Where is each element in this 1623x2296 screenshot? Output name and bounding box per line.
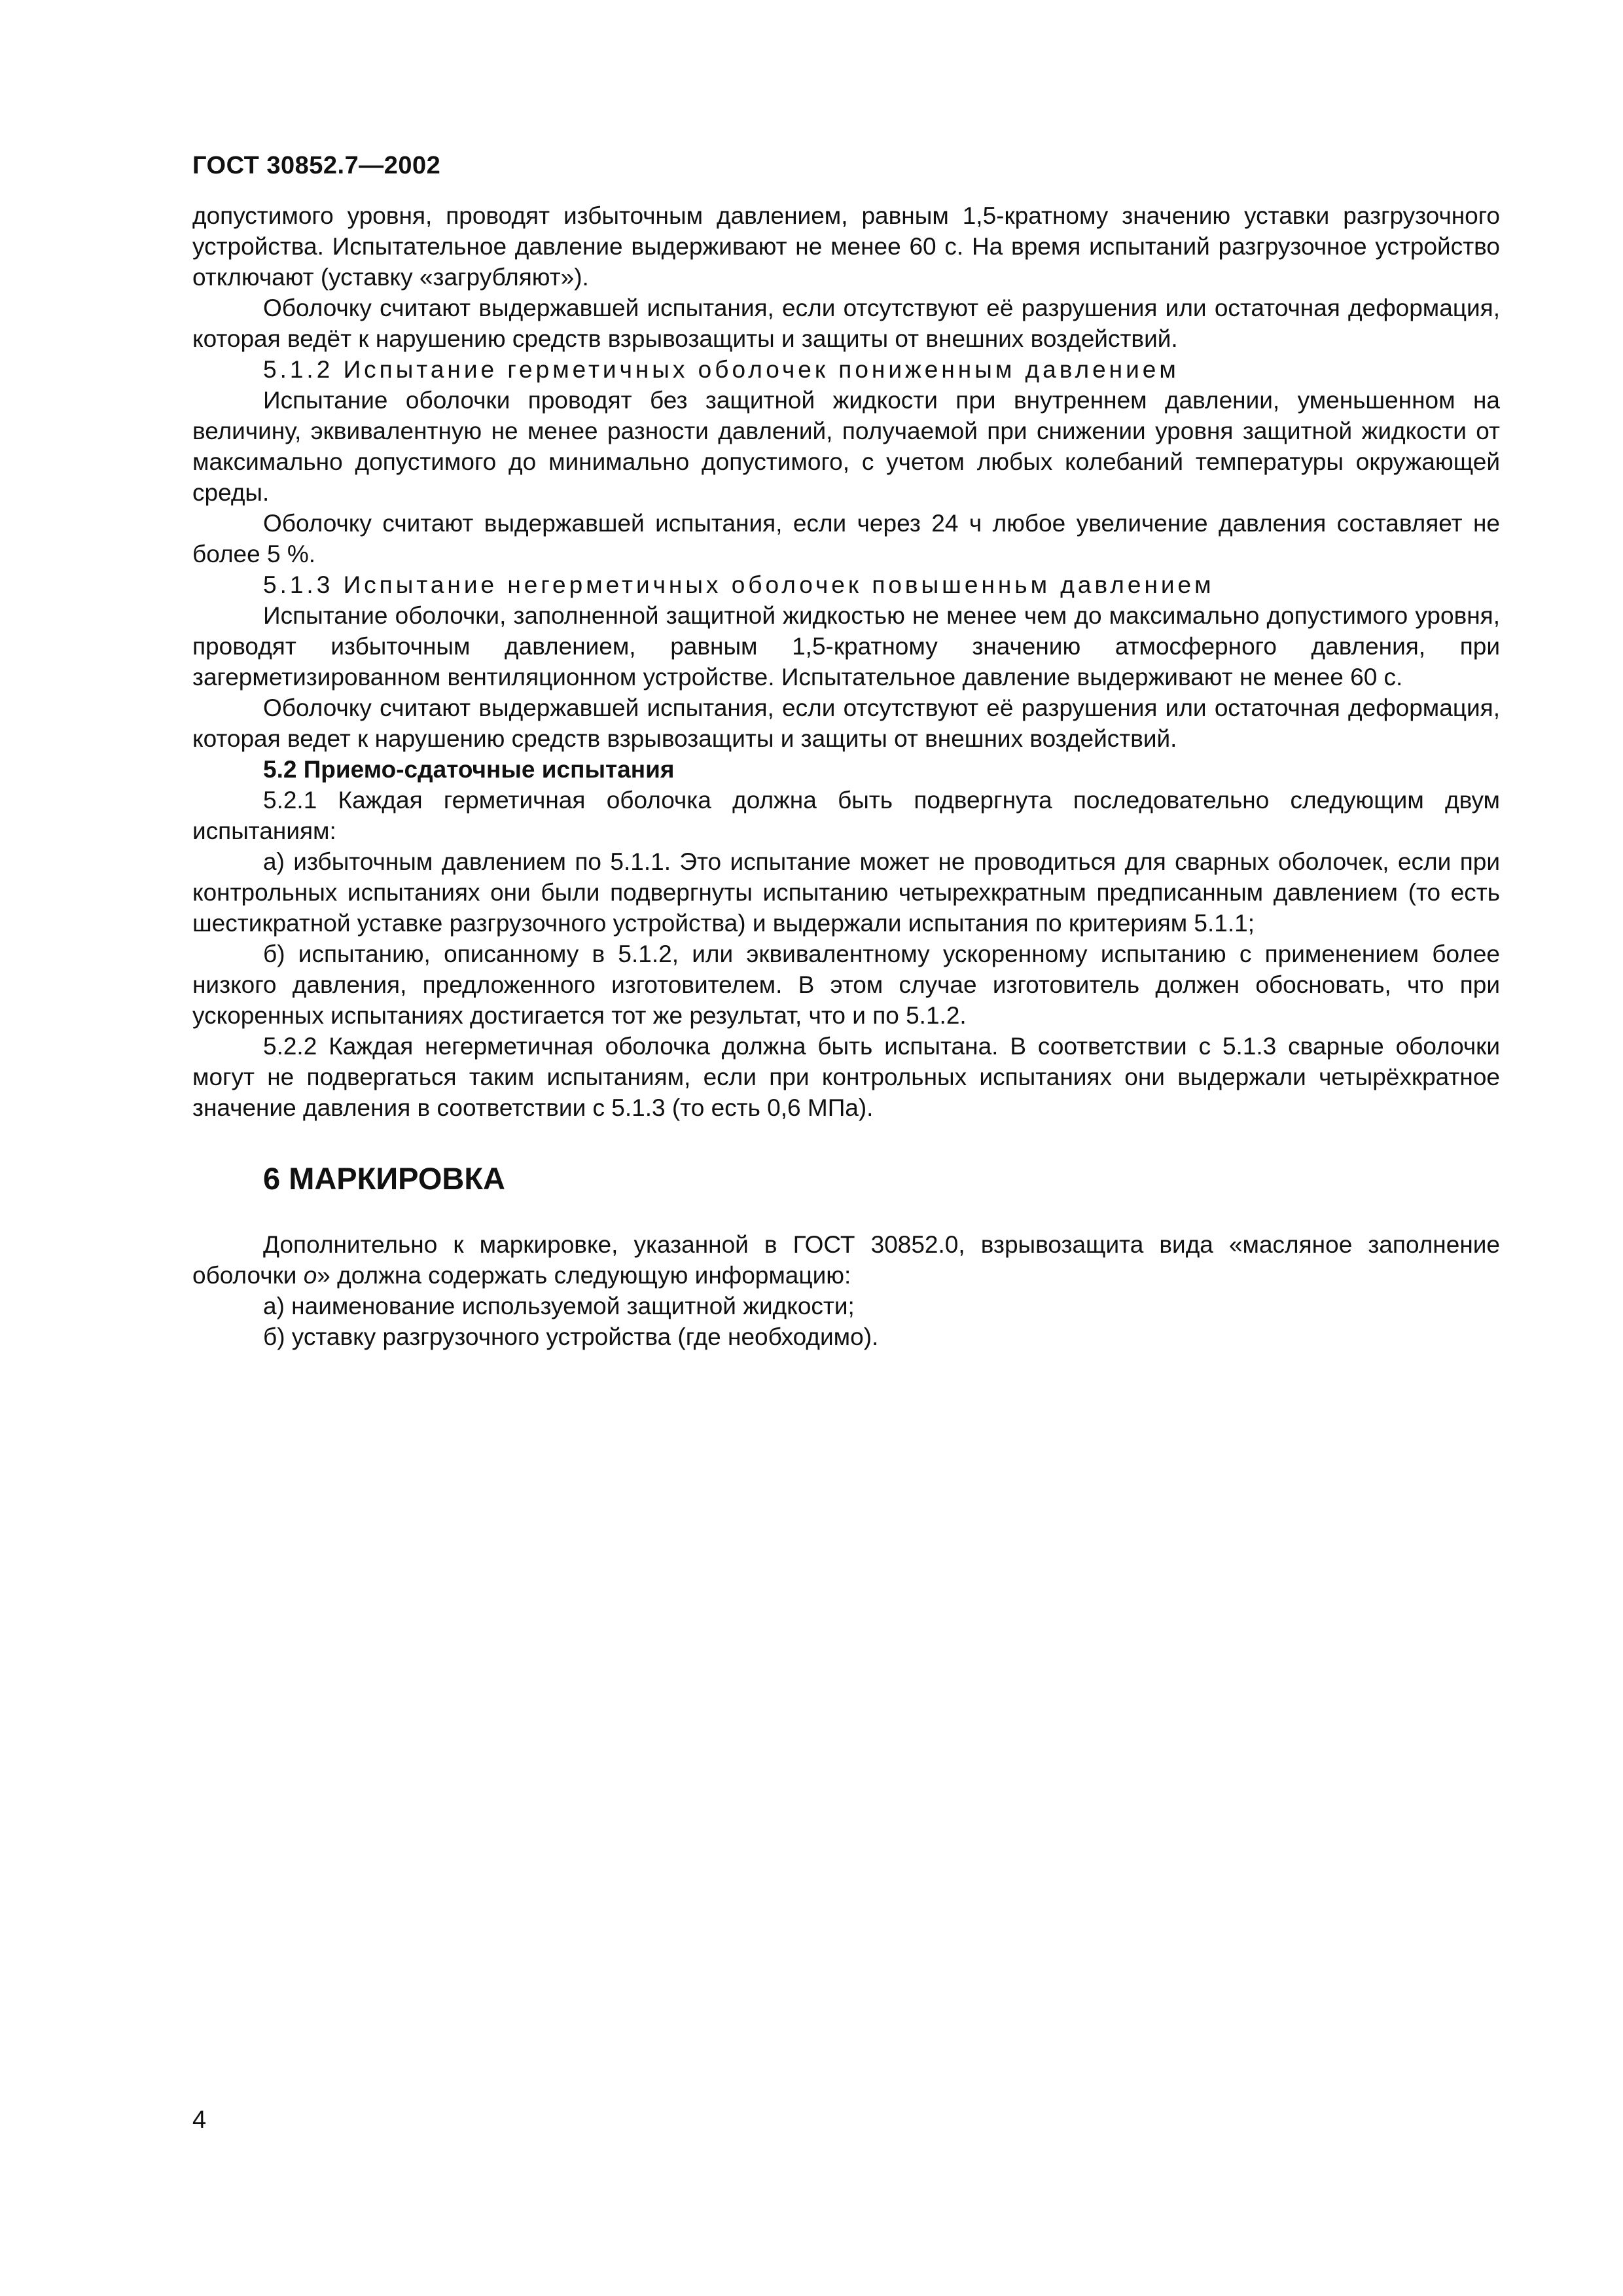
italic-letter: о	[303, 1262, 317, 1289]
paragraph-text: Дополнительно к маркировке, указанной в ГОСТ 30852.0, взрывозащита вида «масляное заполнение оболочки	[192, 1231, 1500, 1289]
document-code-header: ГОСТ 30852.7—2002	[192, 152, 441, 179]
paragraph	[192, 1229, 1500, 1291]
paragraph: Оболочку считают выдержавшей испытания, если отсутствуют её разрушения или остаточная деформация, которая ведет к нарушению средств взрывозащиты и защиты от внешних воздействий.	[192, 694, 1500, 752]
section-title-6: 6 МАРКИРОВКА	[263, 1161, 505, 1196]
paragraph: Испытание оболочки, заполненной защитной жидкостью не менее чем до максимально допустимого уровня, проводят избыточным давлением, равным 1,5-кратному значению атмосферного давления, при загерметизированном вентиляционном устройстве. Испытательное давление выдерживают не менее 60 с.	[192, 602, 1500, 691]
document-body	[192, 200, 1500, 1352]
paragraph: Оболочку считают выдержавшей испытания, если отсутствуют её разрушения или остаточная деформация, которая ведёт к нарушению средств взрывозащиты и защиты от внешних воздействий.	[192, 295, 1500, 352]
page-number: 4	[192, 2106, 207, 2134]
list-item: б) уставку разгрузочного устройства (где необходимо).	[263, 1323, 879, 1350]
subsection-heading-5-1-2: 5.1.2 Испытание герметичных оболочек пониженным давлением	[263, 356, 1179, 383]
paragraph: Оболочку считают выдержавшей испытания, если через 24 ч любое увеличение давления составляет не более 5 %.	[192, 510, 1500, 567]
paragraph-text: » должна содержать следующую информацию:	[317, 1262, 851, 1289]
list-item: б) испытанию, описанному в 5.1.2, или эквивалентному ускоренному испытанию с применением более низкого давления, предложенного изготовителем. В этом случае изготовитель должен обосновать, что при ускоренных испытаниях достигается тот же результат, что и по 5.1.2.	[192, 941, 1500, 1029]
paragraph: Испытание оболочки проводят без защитной жидкости при внутреннем давлении, уменьшенном на величину, эквивалентную не менее разности давлений, получаемой при снижении уровня защитной жидкости от максимально допустимого до минимально допустимого, с учетом любых колебаний температуры окружающей среды.	[192, 387, 1500, 506]
paragraph: 5.2.1 Каждая герметичная оболочка должна быть подвергнута последовательно следующим двум испытаниям:	[192, 787, 1500, 844]
paragraph: 5.2.2 Каждая негерметичная оболочка должна быть испытана. В соответствии с 5.1.3 сварные оболочки могут не подвергаться таким испытаниям, если при контрольных испытаниях они выдержали четырёхкратное значение давления в соответствии с 5.1.3 (то есть 0,6 МПа).	[192, 1033, 1500, 1121]
subsection-heading-5-2: 5.2 Приемо-сдаточные испытания	[263, 756, 675, 783]
list-item: а) наименование используемой защитной жидкости;	[263, 1293, 855, 1319]
paragraph: допустимого уровня, проводят избыточным давлением, равным 1,5-кратному значению уставки разгрузочного устройства. Испытательное давление выдерживают не менее 60 с. На время испытаний разгрузочное устройство отключают (уставку «загрубляют»).	[192, 202, 1500, 291]
subsection-heading-5-1-3: 5.1.3 Испытание негерметичных оболочек повышенньм давлением	[263, 571, 1215, 598]
list-item: а) избыточным давлением по 5.1.1. Это испытание может не проводиться для сварных оболочек, если при контрольных испытаниях они были подвергнуты испытанию четырехкратным предписанным давлением (то есть шестикратной уставке разгрузочного устройства) и выдержали испытания по критериям 5.1.1;	[192, 848, 1500, 937]
